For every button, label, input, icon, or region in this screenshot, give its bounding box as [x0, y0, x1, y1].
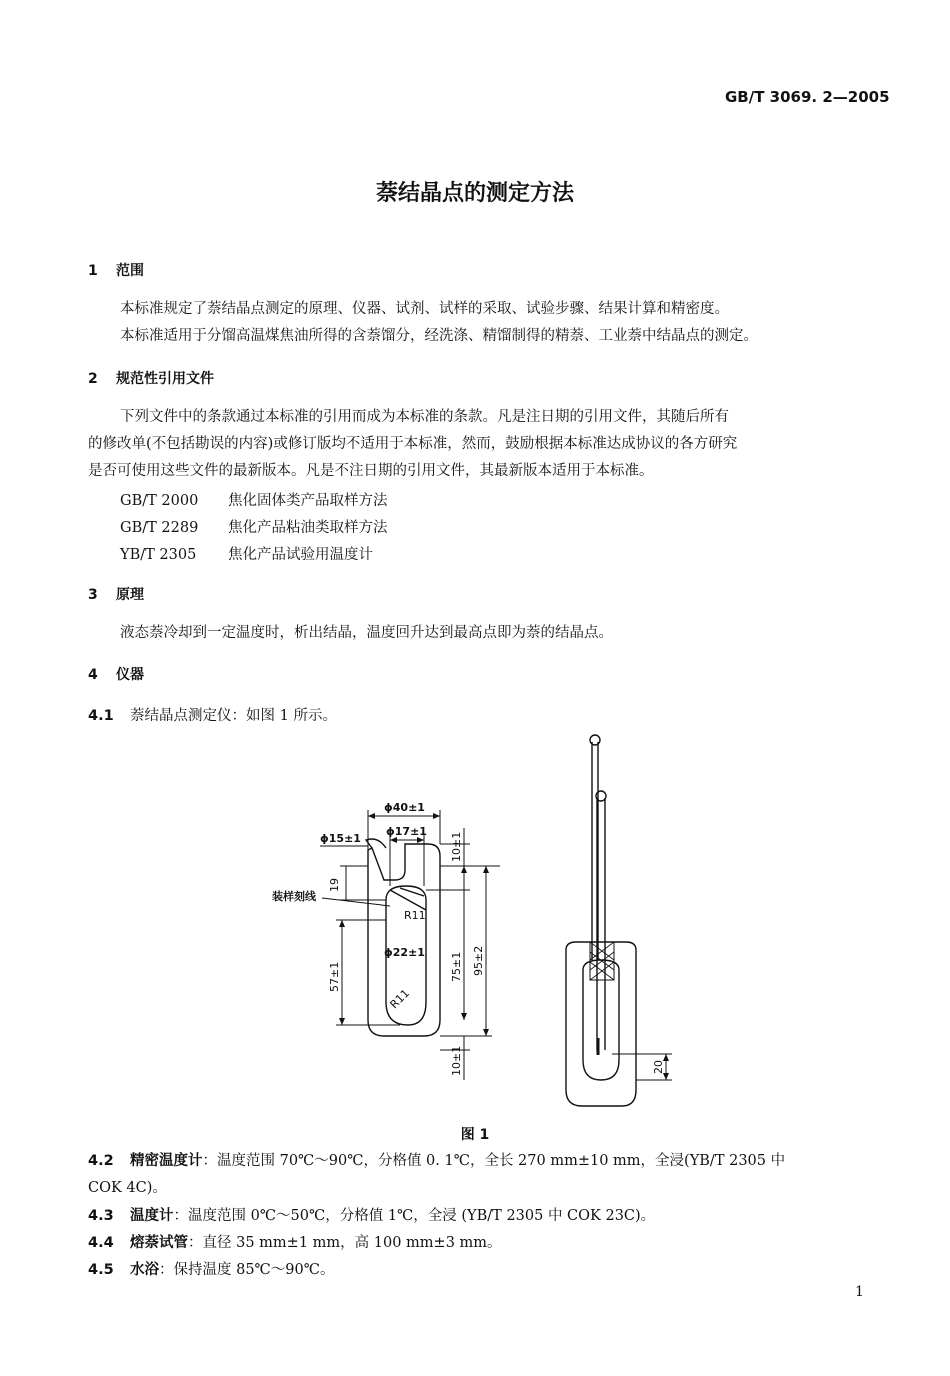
item-text: ：直径 35 mm±1 mm，高 100 mm±3 mm。	[188, 1235, 502, 1251]
section-title: 原理	[116, 587, 144, 603]
label-r11-bottom: R11	[387, 986, 413, 1012]
item-4-4	[88, 1231, 502, 1252]
item-text: ：保持温度 85℃～90℃。	[159, 1262, 335, 1278]
reference-item	[120, 543, 373, 564]
section-3-para-1: 液态萘冷却到一定温度时，析出结晶，温度回升达到最高点即为萘的结晶点。	[120, 625, 613, 641]
section-2-para-line-3: 是否可使用这些文件的最新版本。凡是不注日期的引用文件，其最新版本适用于本标准。	[88, 463, 654, 479]
item-text: 萘结晶点测定仪：如图 1 所示。	[130, 708, 337, 724]
label-h57: 57±1	[328, 961, 341, 992]
section-2-para-line-1: 下列文件中的条款通过本标准的引用而成为本标准的条款。凡是注日期的引用文件，其随后所有	[120, 409, 729, 425]
section-1-heading	[88, 260, 144, 280]
reference-name: 焦化产品试验用温度计	[228, 547, 373, 563]
item-key: 精密温度计	[130, 1152, 203, 1169]
label-fill-line: 装样刻线	[272, 890, 316, 903]
section-number: 2	[88, 371, 98, 387]
item-number: 4.2	[88, 1153, 114, 1169]
reference-code: YB/T 2305	[120, 547, 197, 563]
reference-item	[120, 516, 388, 537]
section-3-heading	[88, 584, 144, 604]
label-h95: 95±2	[472, 945, 485, 976]
tube-spout	[366, 839, 386, 848]
reference-code: GB/T 2000	[120, 493, 199, 509]
reference-name: 焦化固体类产品取样方法	[228, 493, 388, 509]
document-title: 萘结晶点的测定方法	[375, 181, 574, 206]
section-title: 范围	[116, 263, 144, 279]
item-4-2-continuation: COK 4C)。	[88, 1180, 167, 1196]
label-d15: ϕ15±1	[320, 832, 361, 845]
section-title: 仪器	[116, 667, 144, 683]
page-number: 1	[855, 1284, 864, 1300]
label-h19: 19	[328, 878, 341, 892]
item-4-3	[88, 1204, 655, 1225]
item-number: 4.1	[88, 708, 114, 724]
label-h20: 20	[652, 1060, 665, 1074]
standard-number: GB/T 3069. 2—2005	[725, 88, 890, 106]
label-d17: ϕ17±1	[386, 825, 427, 838]
section-number: 1	[88, 263, 98, 279]
label-h75: 75±1	[450, 951, 463, 982]
item-key: 水浴	[130, 1261, 159, 1278]
label-top-10: 10±1	[450, 831, 463, 862]
section-2-heading	[88, 368, 214, 388]
section-2-para-line-2: 的修改单(不包括勘误的内容)或修订版均不适用于本标准，然而，鼓励根据本标准达成协议的各方研究	[88, 436, 738, 452]
item-text: ：温度范围 70℃～90℃，分格值 0. 1℃，全长 270 mm±10 mm，全浸(YB/T 2305 中	[202, 1153, 786, 1169]
label-d40: ϕ40±1	[384, 801, 425, 814]
section-number: 3	[88, 587, 98, 603]
item-text: ：温度范围 0℃～50℃，分格值 1℃，全浸 (YB/T 2305 中 COK 23C)。	[173, 1208, 656, 1224]
label-r11-top: R11	[404, 909, 426, 922]
section-title: 规范性引用文件	[116, 371, 214, 387]
reference-code: GB/T 2289	[120, 520, 199, 536]
item-4-2	[88, 1149, 785, 1170]
item-key: 熔萘试管	[130, 1234, 188, 1251]
item-key: 温度计	[130, 1207, 174, 1224]
item-number: 4.3	[88, 1208, 114, 1224]
figure-caption: 图 1	[460, 1127, 490, 1143]
item-number: 4.5	[88, 1262, 114, 1278]
section-1-para-2: 本标准适用于分馏高温煤焦油所得的含萘馏分，经洗涤、精馏制得的精萘、工业萘中结晶点的测定。	[120, 328, 758, 344]
label-bottom-10: 10±1	[450, 1045, 463, 1076]
item-4-5	[88, 1258, 334, 1279]
section-1-para-1: 本标准规定了萘结晶点测定的原理、仪器、试剂、试样的采取、试验步骤、结果计算和精密度。	[120, 301, 729, 317]
label-d22: ϕ22±1	[384, 946, 425, 959]
outer-bath-tube	[566, 942, 636, 1106]
section-number: 4	[88, 667, 98, 683]
item-number: 4.4	[88, 1235, 114, 1251]
figure-1-apparatus-drawing	[0, 720, 950, 1120]
reference-name: 焦化产品粘油类取样方法	[228, 520, 388, 536]
tube-outer-outline	[368, 844, 440, 1036]
reference-item	[120, 489, 388, 510]
section-4-heading	[88, 664, 144, 684]
